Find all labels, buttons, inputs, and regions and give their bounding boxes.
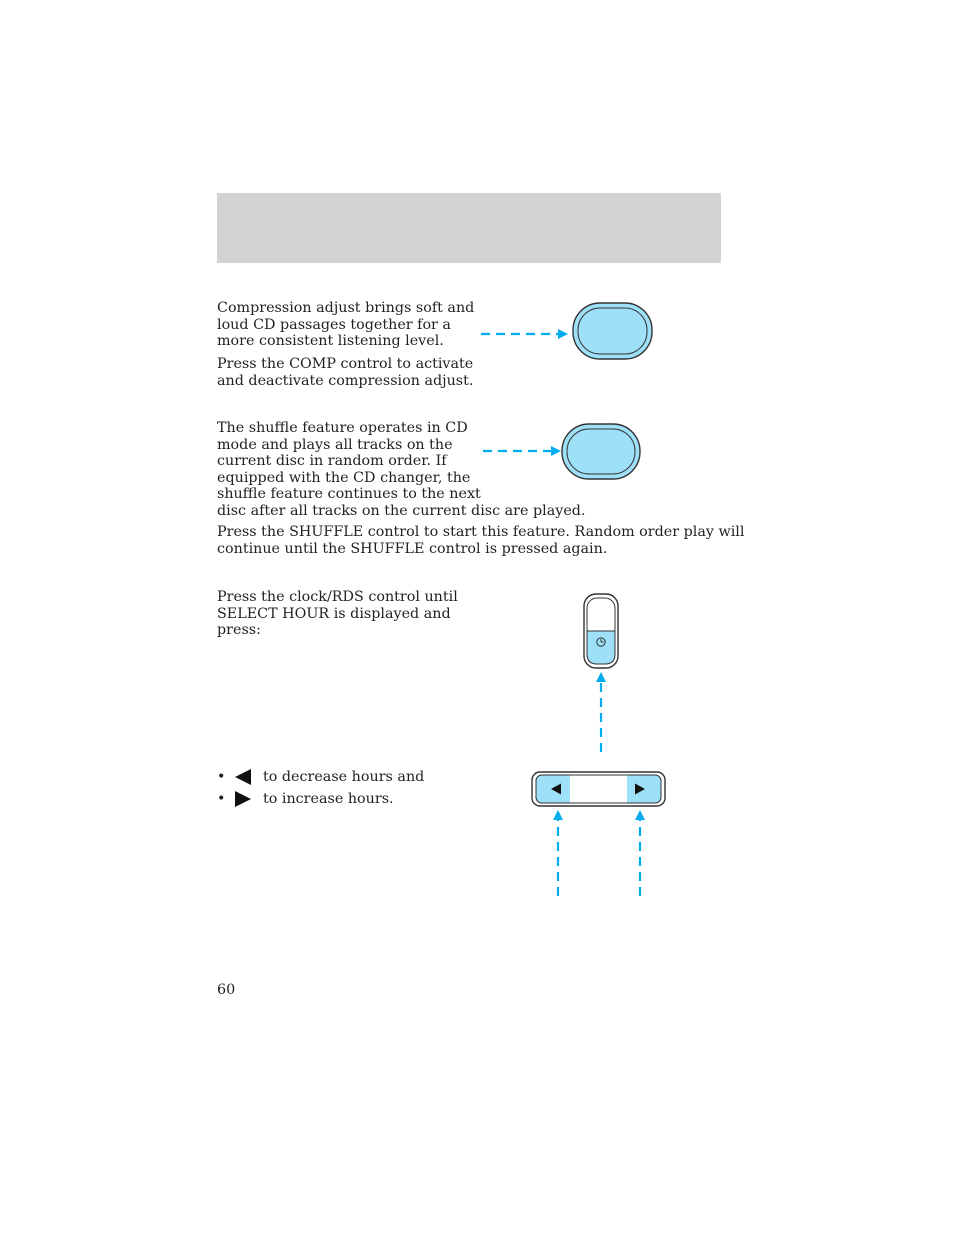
seek-button-figure [532, 772, 665, 896]
clock-rds-button-figure [584, 594, 618, 752]
comp-button-figure [481, 303, 652, 359]
bullet-text: to increase hours. [263, 791, 394, 807]
comp-description: Compression adjust brings soft and loud CD passages together for a more consistent listening level. [217, 300, 475, 349]
page-number: 60 [217, 982, 236, 998]
shuffle-instruction: Press the SHUFFLE control to start this feature. Random order play will continue until the SHUFFLE control is pressed again. [217, 524, 745, 557]
clock-instruction: Press the clock/RDS control until SELECT HOUR is displayed and press: [217, 589, 458, 638]
clock-rds-lower-half [587, 631, 615, 664]
shuffle-button-inner [567, 429, 635, 474]
shuffle-description: The shuffle feature operates in CD mode and plays all tracks on the current disc in random order. If equipped with the CD changer, the shuffle feature continues to the next disc after all tracks on the current disc are played. [217, 420, 586, 519]
shuffle-button-figure [483, 424, 640, 479]
bullet-symbol: • [217, 791, 226, 807]
bullet-text: to decrease hours and [263, 769, 425, 785]
comp-instruction: Press the COMP control to activate and deactivate compression adjust. [217, 356, 474, 389]
bullet-symbol: • [217, 769, 226, 785]
comp-button-inner [578, 308, 647, 354]
